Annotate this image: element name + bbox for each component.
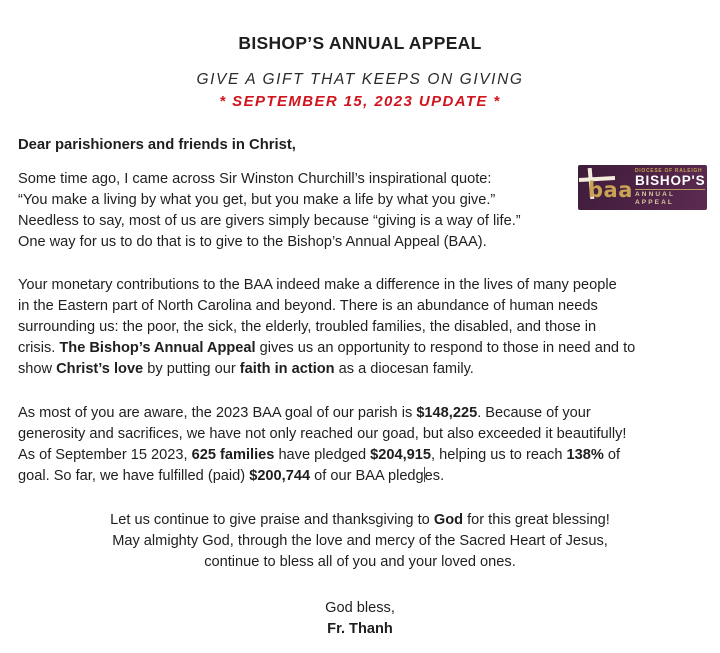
text-line — [18, 619, 702, 640]
text-line — [18, 275, 702, 296]
body-text: for this great blessing! — [463, 512, 610, 528]
body-text: gives us an opportunity to respond to those in need and to — [255, 340, 636, 356]
paragraph-contributions — [18, 275, 702, 380]
logo-subtitle: ANNUAL APPEAL — [635, 189, 705, 207]
body-text: As most of you are aware, the 2023 BAA goal of our parish is — [18, 405, 417, 421]
paragraph-blessing — [18, 510, 702, 573]
body-text: in the Eastern part of North Carolina and beyond. There is an abundance of human needs — [18, 298, 598, 314]
body-text: “You make a living by what you get, but you make a life by what you give.” — [18, 192, 496, 208]
text-line — [18, 466, 702, 487]
text-line — [18, 359, 702, 380]
body-text: by putting our — [143, 361, 240, 377]
body-text: God bless, — [325, 600, 395, 616]
logo-title: BISHOP'S — [635, 173, 706, 188]
salutation: Dear parishioners and friends in Christ, — [18, 137, 296, 153]
baa-logo-mark — [578, 165, 635, 210]
body-text: , helping us to reach — [431, 447, 567, 463]
body-text: generosity and sacrifices, we have not only reached our goad, but also exceeded it beautifully! — [18, 426, 627, 442]
text-line — [18, 531, 702, 552]
text-line — [18, 552, 702, 573]
body-text: As of September 15 2023, — [18, 447, 192, 463]
appeal-slogan: GIVE A GIFT THAT KEEPS ON GIVING — [196, 71, 524, 88]
text-line — [18, 338, 702, 359]
body-text: as a diocesan family. — [334, 361, 474, 377]
body-text: continue to bless all of you and your loved ones. — [204, 554, 516, 570]
body-text: goal. So far, we have fulfilled (paid) — [18, 468, 250, 484]
text-line — [18, 445, 702, 466]
body-text: Needless to say, most of us are givers simply because “giving is a way of life.” — [18, 213, 521, 229]
text-line — [18, 211, 702, 232]
text-line — [18, 317, 702, 338]
emphasized-text: $148,225 — [416, 405, 478, 421]
diocese-label: DIOCESE OF RALEIGH — [635, 168, 703, 174]
letter-body — [18, 169, 702, 640]
text-line — [18, 598, 702, 619]
text-line — [18, 296, 702, 317]
page-title: BISHOP’S ANNUAL APPEAL — [238, 33, 482, 53]
body-text: surrounding us: the poor, the sick, the elderly, troubled families, the disabled, and those in — [18, 319, 597, 335]
signature-block — [18, 598, 702, 640]
body-text: Your monetary contributions to the BAA indeed make a difference in the lives of many people — [18, 277, 617, 293]
body-text: . Because of your — [477, 405, 591, 421]
paragraph-goal-update — [18, 403, 702, 487]
body-text: of our BAA pledg — [310, 468, 424, 484]
body-text: have pledged — [274, 447, 371, 463]
body-text: Let us continue to give praise and thanksgiving to — [110, 512, 434, 528]
text-line — [18, 510, 702, 531]
body-text: es. — [424, 468, 445, 484]
emphasized-text: $200,744 — [249, 468, 311, 484]
emphasized-text: $204,915 — [370, 447, 432, 463]
emphasized-text: The Bishop’s Annual Appeal — [59, 340, 256, 356]
body-text: show — [18, 361, 57, 377]
emphasized-text: 138% — [566, 447, 604, 463]
body-text: of — [603, 447, 621, 463]
emphasized-text: 625 families — [191, 447, 275, 463]
baa-logo — [578, 165, 707, 210]
emphasized-text: Christ’s love — [56, 361, 144, 377]
update-date-line: * SEPTEMBER 15, 2023 UPDATE * — [219, 93, 501, 110]
baa-logo-text — [635, 168, 710, 207]
body-text: Some time ago, I came across Sir Winston Churchill’s inspirational quote: — [18, 171, 492, 187]
body-text: One way for us to do that is to give to the Bishop’s Annual Appeal (BAA). — [18, 234, 487, 250]
text-line — [18, 424, 702, 445]
text-line — [18, 403, 702, 424]
text-line — [18, 232, 702, 253]
emphasized-text: faith in action — [239, 361, 335, 377]
body-text: May almighty God, through the love and mercy of the Sacred Heart of Jesus, — [112, 533, 608, 549]
baa-acronym: baa — [588, 178, 633, 202]
emphasized-text: God — [433, 512, 464, 528]
emphasized-text: Fr. Thanh — [327, 621, 393, 637]
body-text: crisis. — [18, 340, 60, 356]
